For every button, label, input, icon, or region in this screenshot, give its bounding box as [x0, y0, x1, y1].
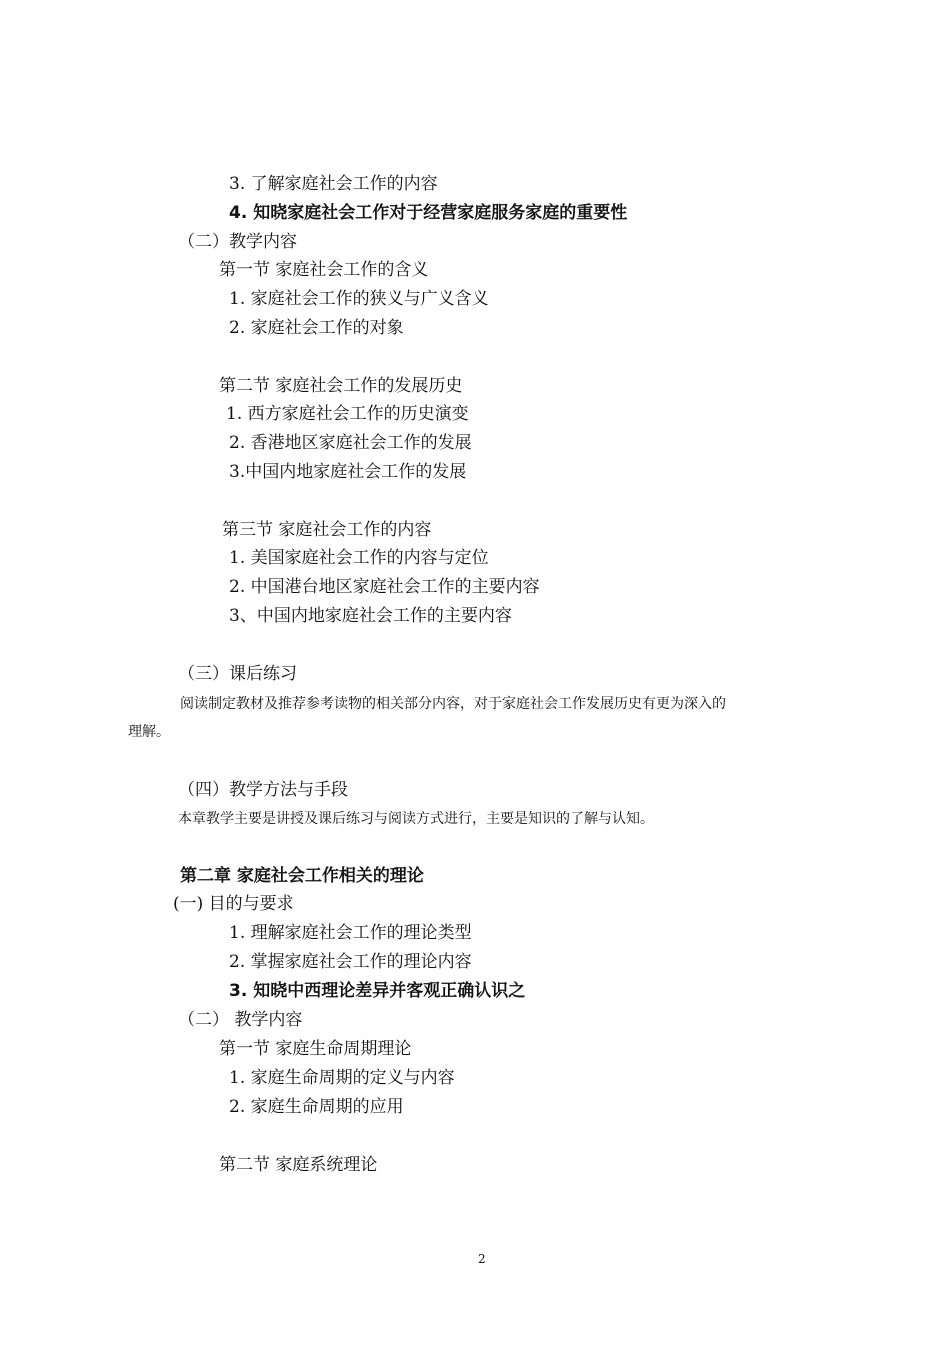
chapter-2-goal-item: 1. 理解家庭社会工作的理论类型 [229, 923, 472, 943]
section-2-item: 2. 香港地区家庭社会工作的发展 [229, 433, 472, 453]
chapter-2-title: 第二章 家庭社会工作相关的理论 [180, 866, 424, 886]
methods-paragraph: 本章教学主要是讲授及课后练习与阅读方式进行，主要是知识的了解与认知。 [178, 811, 654, 827]
exercise-paragraph-line-2: 理解。 [128, 724, 170, 740]
chapter-2-section-1-item: 2. 家庭生命周期的应用 [229, 1097, 404, 1117]
section-1-title: 第一节 家庭社会工作的含义 [219, 260, 429, 280]
section-3-item: 3、中国内地家庭社会工作的主要内容 [229, 606, 512, 626]
chapter-2-section-2-title: 第二节 家庭系统理论 [219, 1155, 378, 1175]
chapter-2-section-1-title: 第一节 家庭生命周期理论 [219, 1039, 412, 1059]
chapter-2-section-1-item: 1. 家庭生命周期的定义与内容 [229, 1068, 455, 1088]
chapter-2-goals-heading: (一) 目的与要求 [173, 894, 294, 914]
exercise-paragraph-line-1: 阅读制定教材及推荐参考读物的相关部分内容，对于家庭社会工作发展历史有更为深入的 [180, 696, 726, 712]
section-heading-exercise: （三）课后练习 [178, 664, 297, 684]
page-number: 2 [478, 1252, 486, 1266]
section-heading-methods: （四）教学方法与手段 [178, 780, 348, 800]
section-3-title: 第三节 家庭社会工作的内容 [222, 520, 432, 540]
section-2-title: 第二节 家庭社会工作的发展历史 [219, 376, 463, 396]
chapter-2-goal-item: 2. 掌握家庭社会工作的理论内容 [229, 952, 472, 972]
section-2-item: 3.中国内地家庭社会工作的发展 [229, 462, 467, 482]
section-1-item: 1. 家庭社会工作的狭义与广义含义 [229, 289, 489, 309]
section-2-item: 1. 西方家庭社会工作的历史演变 [226, 404, 469, 424]
section-3-item: 1. 美国家庭社会工作的内容与定位 [229, 548, 489, 568]
chapter-2-goal-item: 3. 知晓中西理论差异并客观正确认识之 [229, 981, 526, 1001]
section-heading-teaching-content: （二）教学内容 [178, 232, 297, 252]
chapter-2-content-heading: （二） 教学内容 [178, 1010, 303, 1030]
section-1-item: 2. 家庭社会工作的对象 [229, 318, 404, 338]
goal-item-3: 3. 了解家庭社会工作的内容 [229, 174, 438, 194]
goal-item-4: 4. 知晓家庭社会工作对于经营家庭服务家庭的重要性 [229, 203, 628, 223]
section-3-item: 2. 中国港台地区家庭社会工作的主要内容 [229, 577, 540, 597]
